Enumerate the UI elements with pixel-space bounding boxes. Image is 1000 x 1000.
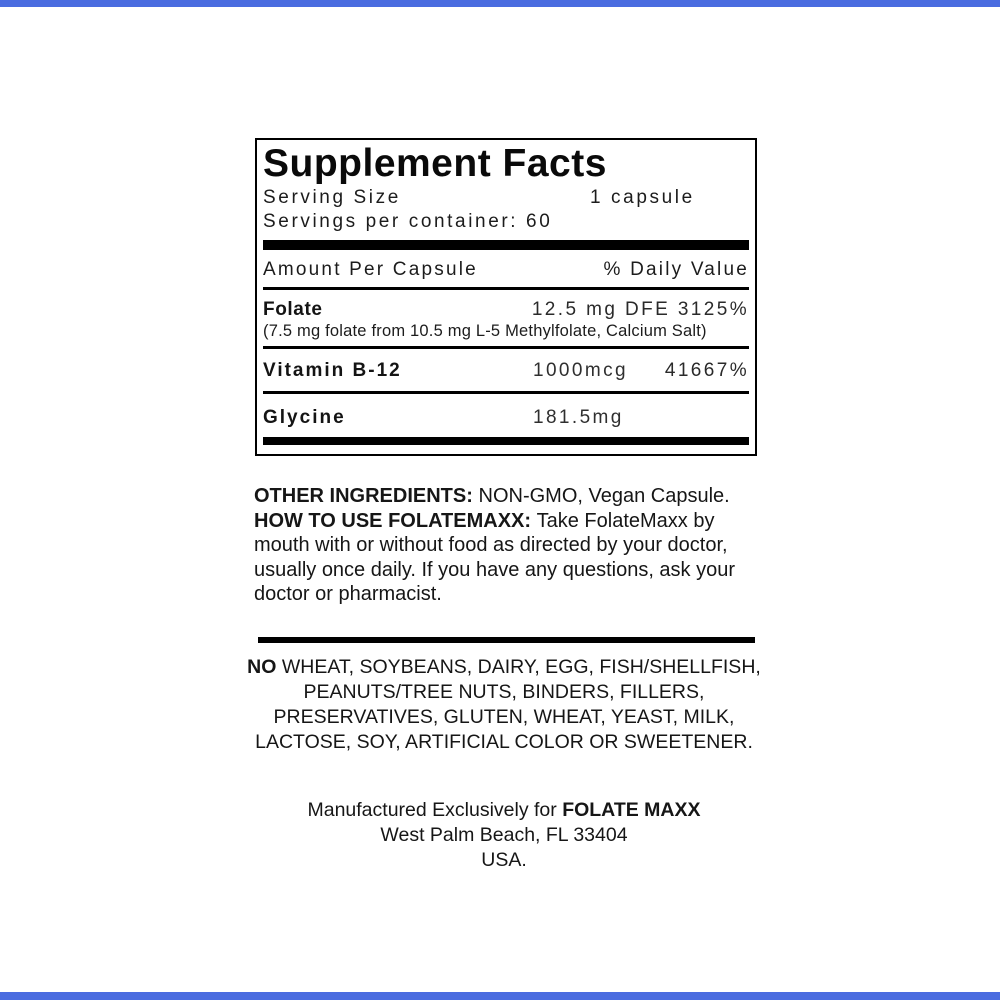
other-ingredients-line [254, 484, 770, 509]
details-block [254, 484, 770, 607]
brand-name: FOLATE MAXX [562, 799, 701, 821]
folate-value: 12.5 mg DFE 3125% [531, 299, 749, 320]
other-ingredients-label: OTHER INGREDIENTS: [254, 485, 473, 507]
nutrient-row-glycine [263, 407, 749, 429]
servings-per-container: Servings per container: 60 [263, 211, 553, 232]
how-to-use-text: Take FolateMaxx by mouth with or without food as directed by your doctor, usually once daily. If you have any questions, ask your doctor or pharmacist. [254, 509, 736, 605]
allergen-no-emphasis: NO [247, 656, 277, 678]
serving-size-value: 1 capsule [590, 187, 695, 208]
other-ingredients-text: NON-GMO, Vegan Capsule. [478, 485, 730, 507]
nutrient-row-vitamin-b12 [263, 360, 749, 382]
top-accent-bar [0, 0, 1000, 7]
bottom-accent-bar [0, 992, 1000, 1000]
supplement-facts-title: Supplement Facts [263, 142, 607, 185]
manufacturer-country: USA. [481, 849, 527, 871]
manufacturer-line [228, 798, 780, 823]
rule-under-b12 [263, 391, 749, 394]
how-to-use-label: HOW TO USE FOLATEMAXX: [254, 509, 532, 532]
rule-under-folate [263, 346, 749, 349]
rule-under-header [263, 287, 749, 290]
daily-value-header: % Daily Value [603, 259, 749, 280]
vitamin-b12-daily-value: 41667% [664, 360, 749, 381]
thick-rule-top [263, 240, 749, 250]
allergen-text: WHEAT, SOYBEANS, DAIRY, EGG, FISH/SHELLFISH, PEANUTS/TREE NUTS, BINDERS, FILLERS, PRESERVATIVES, GLUTEN, WHEAT, YEAST, MILK, LACTOSE, SOY, ARTIFICIAL COLOR OR SWEETENER. [255, 656, 761, 753]
manufacturer-prefix: Manufactured Exclusively for [307, 799, 557, 821]
manufacturer-block [228, 798, 780, 873]
how-to-use-paragraph [254, 509, 770, 607]
folate-note: (7.5 mg folate from 10.5 mg L-5 Methylfolate, Calcium Salt) [263, 322, 707, 340]
thick-rule-bottom [263, 437, 749, 445]
manufacturer-address: West Palm Beach, FL 33404 [380, 824, 628, 846]
glycine-amount: 181.5mg [533, 407, 624, 428]
supplement-facts-panel [255, 138, 757, 456]
vitamin-b12-amount: 1000mcg [533, 360, 628, 381]
section-divider-bar [258, 637, 755, 643]
folate-name: Folate [263, 299, 323, 320]
glycine-name: Glycine [263, 407, 346, 428]
serving-size-row [263, 186, 749, 210]
nutrient-row-folate [263, 299, 749, 321]
amount-per-capsule-header: Amount Per Capsule [263, 259, 478, 280]
vitamin-b12-name: Vitamin B-12 [263, 360, 402, 381]
serving-size-label: Serving Size [263, 187, 401, 208]
allergen-statement [228, 655, 780, 755]
column-header-row [263, 258, 749, 282]
